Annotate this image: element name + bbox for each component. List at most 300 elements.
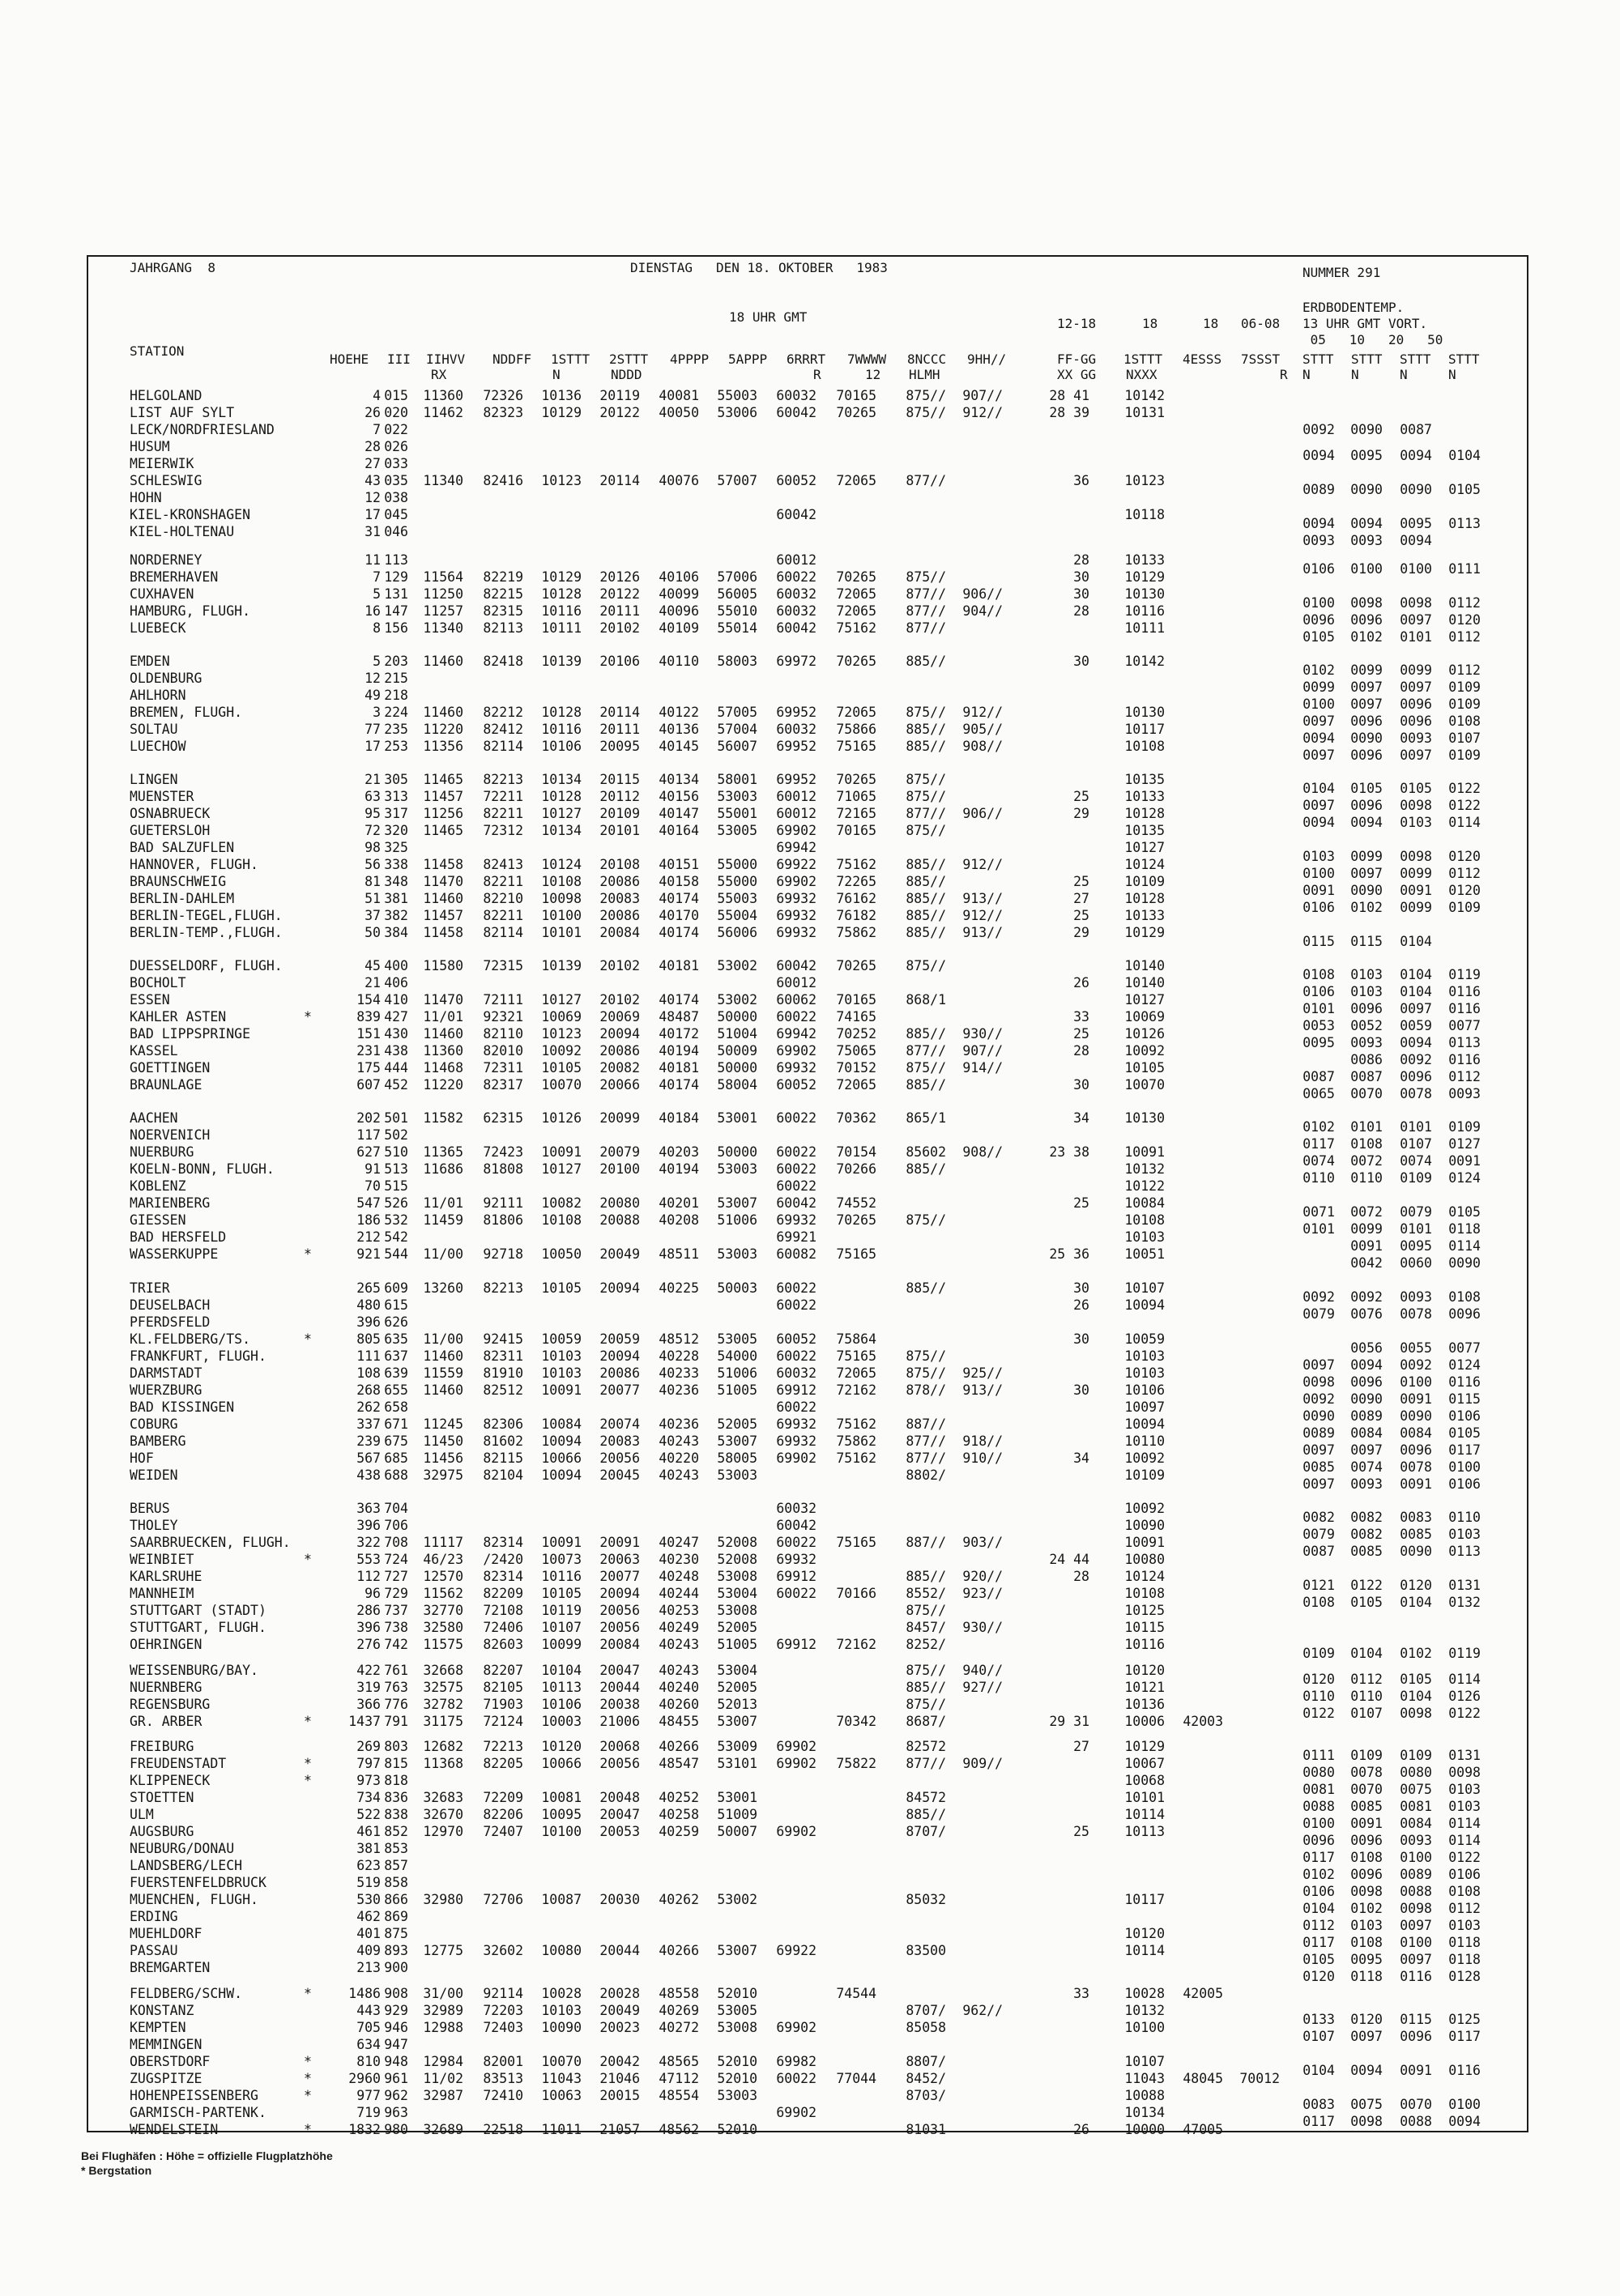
soil-10: 0092: [1350, 1289, 1383, 1305]
height: 21: [364, 975, 381, 990]
height: 269: [356, 1739, 381, 1754]
mountain-mark: *: [304, 1246, 312, 1262]
pppp4: 40174: [659, 925, 699, 940]
station-name: KL.FELDBERG/TS.: [130, 1331, 251, 1347]
station-id: 033: [384, 456, 408, 471]
soil-50: 0114: [1448, 1672, 1481, 1687]
pppp4: 40194: [659, 1043, 699, 1059]
soil-50: 0090: [1448, 1255, 1481, 1271]
station-id: 776: [384, 1697, 408, 1712]
sttt1: 10091: [541, 1382, 582, 1398]
appp5: 53008: [717, 2020, 757, 2035]
soil-20: 0089: [1400, 1867, 1432, 1882]
soil-10: 0093: [1350, 533, 1383, 548]
sttt-max: 10128: [1124, 891, 1165, 906]
sttt1: 10082: [541, 1195, 582, 1211]
sttt-max: 10069: [1124, 1009, 1165, 1024]
pppp4: 40249: [659, 1620, 699, 1635]
height: 26: [364, 405, 381, 420]
iihvv: 11356: [423, 739, 463, 754]
sttt-max: 10000: [1124, 2122, 1165, 2137]
soil-10: 0090: [1350, 422, 1383, 437]
hh9: 907//: [962, 1043, 1003, 1059]
station-name: KARLSRUHE: [130, 1569, 202, 1584]
wwww7: 72065: [836, 603, 876, 619]
station-id: 815: [384, 1756, 408, 1771]
soil-10: 0102: [1350, 900, 1383, 915]
sttt-max: 10088: [1124, 2088, 1165, 2103]
nccc8: 877//: [906, 1450, 946, 1466]
rrrt6: 60022: [776, 1348, 816, 1364]
station-name: WASSERKUPPE: [130, 1246, 219, 1262]
nccc8: 885//: [906, 857, 946, 872]
nccc8: 877//: [906, 620, 946, 636]
nddff: 82306: [483, 1416, 523, 1432]
soil-50: 0122: [1448, 1850, 1481, 1865]
station-name: WENDELSTEIN: [130, 2122, 219, 2137]
nddff: 82418: [483, 654, 523, 669]
iihvv: 11365: [423, 1144, 463, 1160]
soil-05: 0108: [1302, 1595, 1335, 1610]
sttt-max: 10107: [1124, 2054, 1165, 2069]
nccc8: 885//: [906, 1680, 946, 1695]
nccc8: 84572: [906, 1790, 946, 1805]
nddff: 92718: [483, 1246, 523, 1262]
appp5: 58003: [717, 654, 757, 669]
soil-50: 0108: [1448, 1289, 1481, 1305]
iihvv: 13260: [423, 1280, 463, 1296]
soil-05: 0102: [1302, 662, 1335, 678]
column-header: 1STTT: [1123, 351, 1163, 367]
nddff: 72315: [483, 958, 523, 973]
soil-20: 0081: [1400, 1799, 1432, 1814]
pppp4: 40147: [659, 806, 699, 821]
sttt2: 20086: [599, 1043, 640, 1059]
height: 63: [364, 789, 381, 804]
soil-20: 0100: [1400, 1935, 1432, 1950]
appp5: 53005: [717, 2003, 757, 2018]
sttt2: 20095: [599, 739, 640, 754]
hh9: 962//: [962, 2003, 1003, 2018]
soil-20: 0091: [1400, 883, 1432, 898]
soil-20: 0097: [1400, 748, 1432, 763]
station-name: FUERSTENFELDBRUCK: [130, 1875, 266, 1890]
appp5: 53008: [717, 1569, 757, 1584]
soil-05: 0101: [1302, 1221, 1335, 1237]
sttt-max: 10120: [1124, 1926, 1165, 1941]
soil-05: 0097: [1302, 714, 1335, 729]
appp5: 50000: [717, 1009, 757, 1024]
station-id: 400: [384, 958, 408, 973]
height: 77: [364, 722, 381, 737]
station-id: 838: [384, 1807, 408, 1822]
nddff: 82105: [483, 1680, 523, 1695]
column-header: NDDFF: [492, 351, 532, 367]
appp5: 53006: [717, 405, 757, 420]
sttt-max: 10142: [1124, 654, 1165, 669]
iihvv: 11575: [423, 1637, 463, 1652]
iihvv: 11460: [423, 1382, 463, 1398]
soil-20: 0115: [1400, 2012, 1432, 2027]
nccc8: 885//: [906, 739, 946, 754]
ff-gg: 34: [1073, 1450, 1089, 1466]
rrrt6: 69902: [776, 1824, 816, 1839]
appp5: 53001: [717, 1110, 757, 1126]
height: 734: [356, 1790, 381, 1805]
pppp4: 40181: [659, 958, 699, 973]
sttt2: 20084: [599, 1637, 640, 1652]
nddff: 82213: [483, 1280, 523, 1296]
soil-05: 0071: [1302, 1204, 1335, 1220]
nddff: 71903: [483, 1697, 523, 1712]
wwww7: 74552: [836, 1195, 876, 1211]
soil-20: 0098: [1400, 1706, 1432, 1721]
nccc8: 8457/: [906, 1620, 946, 1635]
ff-gg: 25 36: [1049, 1246, 1089, 1262]
station-id: 026: [384, 439, 408, 454]
sttt2: 20045: [599, 1467, 640, 1483]
iihvv: 11450: [423, 1433, 463, 1449]
soil-50: 0104: [1448, 448, 1481, 463]
iihvv: 12970: [423, 1824, 463, 1839]
soil-05: 0053: [1302, 1018, 1335, 1033]
table-row: [0, 1713, 1620, 1730]
height: 81: [364, 874, 381, 889]
sttt1: 10134: [541, 823, 582, 838]
station-name: MEIERWIK: [130, 456, 194, 471]
nddff: 82314: [483, 1535, 523, 1550]
station-name: GR. ARBER: [130, 1714, 202, 1729]
soil-20: 0093: [1400, 1833, 1432, 1848]
wwww7: 72065: [836, 473, 876, 488]
station-id: 502: [384, 1127, 408, 1143]
ff-gg: 28 41: [1049, 388, 1089, 403]
rrrt6: 60032: [776, 722, 816, 737]
pppp4: 48554: [659, 2088, 699, 2103]
wwww7: 70266: [836, 1161, 876, 1177]
rrrt6: 69932: [776, 1060, 816, 1076]
height: 5: [373, 654, 381, 669]
iihvv: 11465: [423, 772, 463, 787]
station-name: GIESSEN: [130, 1212, 186, 1228]
sttt1: 10087: [541, 1892, 582, 1907]
station-id: 908: [384, 1986, 408, 2001]
soil-20: 0084: [1400, 1816, 1432, 1831]
rrrt6: 60022: [776, 1178, 816, 1194]
station-id: 708: [384, 1535, 408, 1550]
wwww7: 74544: [836, 1986, 876, 2001]
soil-05: 0097: [1302, 1476, 1335, 1492]
ff-gg: 29: [1073, 806, 1089, 821]
appp5: 52010: [717, 2071, 757, 2086]
sttt2: 20080: [599, 1195, 640, 1211]
hh9: 912//: [962, 705, 1003, 720]
soil-20: 0088: [1400, 1884, 1432, 1899]
nddff: 82317: [483, 1077, 523, 1093]
rrrt6: 69972: [776, 654, 816, 669]
ff-gg: 30: [1073, 586, 1089, 602]
sttt2: 20086: [599, 874, 640, 889]
wwww7: 76162: [836, 891, 876, 906]
wwww7: 72265: [836, 874, 876, 889]
soil-20: 0120: [1400, 1578, 1432, 1593]
ff-gg: 26: [1073, 975, 1089, 990]
iihvv: 46/23: [423, 1552, 463, 1567]
station-id: 338: [384, 857, 408, 872]
soil-50: 0112: [1448, 866, 1481, 881]
station-id: 724: [384, 1552, 408, 1567]
soil-10: 0085: [1350, 1544, 1383, 1559]
height: 1437: [348, 1714, 381, 1729]
height: 12: [364, 490, 381, 505]
sttt2: 20119: [599, 388, 640, 403]
appp5: 52013: [717, 1697, 757, 1712]
nccc8: 875//: [906, 789, 946, 804]
nccc8: 83500: [906, 1943, 946, 1958]
wwww7: 70165: [836, 823, 876, 838]
wwww7: 75866: [836, 722, 876, 737]
soil-05: 0097: [1302, 748, 1335, 763]
soil-10: 0094: [1350, 815, 1383, 830]
sttt2: 20056: [599, 1450, 640, 1466]
nccc8: 875//: [906, 405, 946, 420]
column-header: 18: [1203, 316, 1219, 331]
hh9: 925//: [962, 1365, 1003, 1381]
nccc8: 877//: [906, 586, 946, 602]
appp5: 53003: [717, 789, 757, 804]
soil-05: 0094: [1302, 731, 1335, 746]
sttt2: 20044: [599, 1943, 640, 1958]
iihvv: 32683: [423, 1790, 463, 1805]
appp5: 58004: [717, 1077, 757, 1093]
volume-label: JAHRGANG 8: [130, 260, 215, 275]
soil-05: 0095: [1302, 1035, 1335, 1050]
height: 112: [356, 1569, 381, 1584]
pppp4: 40266: [659, 1739, 699, 1754]
station-name: SCHLESWIG: [130, 473, 202, 488]
soil-50: 0118: [1448, 1935, 1481, 1950]
nddff: 82219: [483, 569, 523, 585]
soil-20: 0078: [1400, 1459, 1432, 1475]
station-id: 532: [384, 1212, 408, 1228]
sttt1: 10081: [541, 1790, 582, 1805]
appp5: 52005: [717, 1620, 757, 1635]
pppp4: 40244: [659, 1586, 699, 1601]
nccc8: 875//: [906, 388, 946, 403]
nddff: 81602: [483, 1433, 523, 1449]
soil-05: 0082: [1302, 1510, 1335, 1525]
nccc8: 885//: [906, 1280, 946, 1296]
soil-50: 0117: [1448, 2029, 1481, 2044]
sttt-max: 10115: [1124, 1620, 1165, 1635]
soil-50: 0118: [1448, 1952, 1481, 1967]
nccc8: 877//: [906, 1043, 946, 1059]
soil-10: 0099: [1350, 1221, 1383, 1237]
ff-gg: 28: [1073, 552, 1089, 568]
soil-10: 0089: [1350, 1408, 1383, 1424]
appp5: 52010: [717, 2122, 757, 2137]
appp5: 50009: [717, 1043, 757, 1059]
mountain-mark: *: [304, 2088, 312, 2103]
nddff: 72111: [483, 992, 523, 1007]
station-name: BOCHOLT: [130, 975, 186, 990]
soil-05: 0100: [1302, 866, 1335, 881]
iihvv: 11582: [423, 1110, 463, 1126]
sttt-max: 10097: [1124, 1399, 1165, 1415]
soil-20: 0059: [1400, 1018, 1432, 1033]
ff-gg: 26: [1073, 1297, 1089, 1313]
nddff: 72407: [483, 1824, 523, 1839]
nccc8: 85602: [906, 1144, 946, 1160]
sttt1: 10091: [541, 1535, 582, 1550]
sttt2: 20042: [599, 2054, 640, 2069]
iihvv: 11360: [423, 388, 463, 403]
station-name: LIST AUF SYLT: [130, 405, 235, 420]
appp5: 53005: [717, 823, 757, 838]
nddff: 82211: [483, 874, 523, 889]
nccc8: 885//: [906, 1026, 946, 1042]
rrrt6: 60012: [776, 552, 816, 568]
station-id: 382: [384, 908, 408, 923]
sttt2: 20086: [599, 908, 640, 923]
soil-50: 0106: [1448, 1408, 1481, 1424]
nddff: 82211: [483, 806, 523, 821]
iihvv: 12570: [423, 1569, 463, 1584]
station-id: 727: [384, 1569, 408, 1584]
nddff: 72406: [483, 1620, 523, 1635]
soil-10: 0120: [1350, 2012, 1383, 2027]
sttt-max: 10108: [1124, 1212, 1165, 1228]
soil-50: 0116: [1448, 1374, 1481, 1390]
soil-50: 0127: [1448, 1136, 1481, 1152]
nddff: 92415: [483, 1331, 523, 1347]
nccc8: 875//: [906, 1365, 946, 1381]
column-header: ERDBODENTEMP.: [1302, 300, 1405, 315]
nccc8: 8452/: [906, 2071, 946, 2086]
appp5: 53101: [717, 1756, 757, 1771]
soil-05: 0103: [1302, 849, 1335, 864]
station-id: 866: [384, 1892, 408, 1907]
sttt-max: 10106: [1124, 1382, 1165, 1398]
nddff: 72108: [483, 1603, 523, 1618]
wwww7: 72165: [836, 806, 876, 821]
station-id: 452: [384, 1077, 408, 1093]
station-name: KAHLER ASTEN: [130, 1009, 227, 1024]
sttt-max: 10091: [1124, 1144, 1165, 1160]
sttt1: 10123: [541, 473, 582, 488]
appp5: 50007: [717, 1824, 757, 1839]
rrrt6: 69912: [776, 1637, 816, 1652]
iihvv: 32782: [423, 1697, 463, 1712]
soil-50: 0113: [1448, 516, 1481, 531]
iihvv: 11457: [423, 789, 463, 804]
sttt-max: 10135: [1124, 823, 1165, 838]
station-name: COBURG: [130, 1416, 178, 1432]
appp5: 52008: [717, 1552, 757, 1567]
nccc8: 878//: [906, 1382, 946, 1398]
height: 95: [364, 806, 381, 821]
appp5: 55004: [717, 908, 757, 923]
soil-20: 0101: [1400, 629, 1432, 645]
table-row: [0, 1645, 1620, 1662]
sttt-max: 10091: [1124, 1535, 1165, 1550]
iihvv: 11220: [423, 722, 463, 737]
station-id: 947: [384, 2037, 408, 2052]
station-name: LINGEN: [130, 772, 178, 787]
sttt-max: 10129: [1124, 1739, 1165, 1754]
sttt-max: 10117: [1124, 722, 1165, 737]
wwww7: 70252: [836, 1026, 876, 1042]
nddff: 82001: [483, 2054, 523, 2069]
pppp4: 40181: [659, 1060, 699, 1076]
soil-05: 0106: [1302, 1884, 1335, 1899]
rrrt6: 60042: [776, 1195, 816, 1211]
station-id: 526: [384, 1195, 408, 1211]
station-name: BERLIN-DAHLEM: [130, 891, 235, 906]
sttt1: 10066: [541, 1756, 582, 1771]
sttt-max: 10092: [1124, 1501, 1165, 1516]
soil-20: 0091: [1400, 1391, 1432, 1407]
soil-10: 0042: [1350, 1255, 1383, 1271]
footnote-mountain-station: * Bergstation: [81, 2164, 152, 2177]
sttt1: 10106: [541, 1697, 582, 1712]
pppp4: 40145: [659, 739, 699, 754]
ff-gg: 34: [1073, 1110, 1089, 1126]
height: 396: [356, 1620, 381, 1635]
sttt1: 10091: [541, 1144, 582, 1160]
station-id: 501: [384, 1110, 408, 1126]
wwww7: 75862: [836, 925, 876, 940]
station-id: 963: [384, 2105, 408, 2120]
soil-05: 0104: [1302, 1901, 1335, 1916]
nddff: 82114: [483, 739, 523, 754]
sttt-max: 10068: [1124, 1773, 1165, 1788]
height: 409: [356, 1943, 381, 1958]
station-id: 704: [384, 1501, 408, 1516]
ff-gg: 33: [1073, 1009, 1089, 1024]
nccc8: 8703/: [906, 2088, 946, 2103]
station-name: NEUBURG/DONAU: [130, 1841, 235, 1856]
iihvv: 32668: [423, 1663, 463, 1678]
soil-20: 0091: [1400, 2063, 1432, 2078]
rrrt6: 69932: [776, 1552, 816, 1567]
hh9: 927//: [962, 1680, 1003, 1695]
appp5: 53002: [717, 1892, 757, 1907]
soil-10: 0109: [1350, 1748, 1383, 1763]
height: 396: [356, 1518, 381, 1533]
iihvv: 32980: [423, 1892, 463, 1907]
sttt2: 20047: [599, 1807, 640, 1822]
station-id: 313: [384, 789, 408, 804]
rrrt6: 69932: [776, 925, 816, 940]
soil-50: 0105: [1448, 1204, 1481, 1220]
sttt-max: 10109: [1124, 1467, 1165, 1483]
appp5: 53008: [717, 1603, 757, 1618]
appp5: 53004: [717, 1663, 757, 1678]
pppp4: 40184: [659, 1110, 699, 1126]
soil-10: 0097: [1350, 1442, 1383, 1458]
soil-50: 0077: [1448, 1340, 1481, 1356]
height: 72: [364, 823, 381, 838]
soil-05: 0065: [1302, 1086, 1335, 1101]
nddff: 82215: [483, 586, 523, 602]
station-id: 671: [384, 1416, 408, 1432]
wwww7: 75162: [836, 1416, 876, 1432]
soil-50: 0103: [1448, 1527, 1481, 1542]
soil-10: 0102: [1350, 1901, 1383, 1916]
nddff: 82114: [483, 925, 523, 940]
pppp4: 47112: [659, 2071, 699, 2086]
